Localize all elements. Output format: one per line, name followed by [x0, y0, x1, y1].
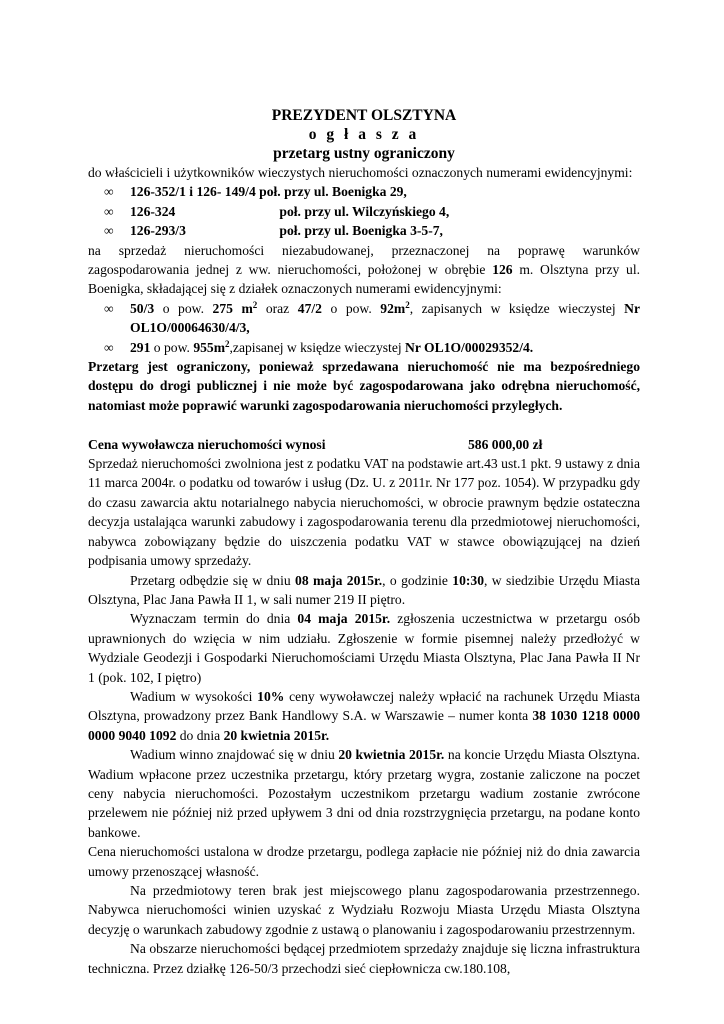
infinity-bullet-icon: ∞: [104, 300, 114, 316]
parcel-a-item: [88, 221, 640, 240]
parcel-area: 955m: [193, 339, 226, 355]
auction-type-title: przetarg ustny ograniczony: [273, 145, 455, 162]
intro-paragraph: do właścicieli i użytkowników wieczystych nieruchomości oznaczonych numerami ewidencyjnymi:: [88, 165, 633, 180]
infrastructure-paragraph: Na obszarze nieruchomości będącej przedmiotem sprzedaży znajduje się liczna infrastruktura techniczna. Przez działkę 126-50/3 przechodzi sieć ciepłownicza cw.180.108,: [88, 941, 640, 976]
deposit-deadline: 20 kwietnia 2015r.: [223, 727, 330, 743]
spacer: [88, 415, 640, 434]
deposit-paragraph: Wadium w wysokości 10% ceny wywoławczej należy wpłacić na rachunek Urzędu Miasta Olsztyna, prowadzony przez Bank Handlowy S.A. w Warszawie – numer konta 38 1030 1218 0000 0000 9040 1092 do dnia 20 kwietnia 2015r.: [88, 688, 640, 743]
document-body: [88, 106, 640, 978]
deposit-percent: 10%: [257, 688, 285, 704]
parcel-number: 126-293/3: [130, 223, 186, 239]
infinity-bullet-icon: ∞: [104, 184, 114, 200]
registration-date: 04 maja 2015r.: [297, 611, 391, 627]
parcel-number: 50/3: [130, 300, 155, 316]
auction-date: 08 maja 2015r.: [295, 572, 383, 588]
starting-price-value: 586 000,00 zł: [468, 436, 543, 452]
parcel-area: 92m: [380, 300, 406, 316]
parcel-b-item: ∞ 50/3 o pow. 275 $m^2$ oraz 47/2 o pow. $92m^2$, zapisanych w księdze wieczystej Nr OL1O/00064630/4/3,: [104, 299, 640, 336]
obreb-number: 126: [492, 262, 513, 278]
parcel-location: poł. przy ul. Boenigka 29,: [259, 184, 407, 200]
parcel-number: 47/2: [297, 300, 322, 316]
parcel-a-item: [88, 202, 640, 221]
parcel-area: 275 m: [212, 300, 253, 316]
parcel-a-item: [88, 182, 640, 201]
parcel-b-item: ∞ 291 o pow. $955m^2,zapisanej$ w księdze wieczystej Nr OL1O/00029352/4.: [88, 338, 640, 357]
parcel-number: 126-324: [130, 203, 176, 219]
vat-paragraph: Sprzedaż nieruchomości zwolniona jest z podatku VAT na podstawie art.43 ust.1 pkt. 9 ustawy z dnia 11 marca 2004r. o podatku od towarów i usług (Dz. U. z 2011r. Nr 177 poz. 1054). W przypadku gdy do czasu zawarcia aktu notarialnego nabycia nieruchomości, w obrocie prawnym będzie ostateczna decyzja ustalająca warunki zabudowy i zagospodarowania terenu dla przedmiotowej nieruchomości, nabywca zobowiązany będzie do uiszczenia podatku VAT w stawce obowiązującej na dzień podpisania umowy sprzedaży.: [88, 456, 640, 569]
infinity-bullet-icon: ∞: [104, 339, 114, 355]
zoning-plan-paragraph: Na przedmiotowy teren brak jest miejscowego planu zagospodarowania przestrzennego. Nabywca nieruchomości winien uzyskać z Wydziału Rozwoju Miasta Urzędu Miasta Olsztyna decyzję o warunkach zabudowy zgodnie z ustawą o planowaniu i zagospodarowaniu przestrzennym.: [88, 883, 640, 937]
payment-paragraph: Cena nieruchomości ustalona w drodze przetargu, podlega zapłacie nie później niż do dnia zawarcia umowy przenoszącej własność.: [88, 844, 640, 879]
announces-line: o g ł a s z a: [308, 126, 420, 143]
restriction-paragraph: Przetarg jest ograniczony, ponieważ sprzedawana nieruchomość nie ma bezpośredniego dostępu do drogi publicznej i nie może być zagospodarowana jako odrębna nieruchomość, natomiast może poprawić warunki zagospodarowania nieruchomości przyległych.: [88, 359, 640, 413]
issuer-title: PREZYDENT OLSZTYNA: [271, 107, 457, 124]
infinity-bullet-icon: ∞: [104, 223, 114, 239]
land-register-number: Nr OL1O/00029352/4.: [405, 339, 534, 355]
auction-time: 10:30: [452, 572, 484, 588]
parcel-number: 291: [130, 339, 151, 355]
starting-price-row: [88, 435, 640, 454]
infinity-bullet-icon: ∞: [104, 203, 114, 219]
auction-date-paragraph: Przetarg odbędzie się w dniu 08 maja 2015r., o godzinie 10:30, w siedzibie Urzędu Miasta Olsztyna, Plac Jana Pawła II 1, w sali numer 219 II piętro.: [88, 572, 640, 607]
registration-paragraph: Wyznaczam termin do dnia 04 maja 2015r. zgłoszenia uczestnictwa w przetargu osób uprawnionych do wzięcia w nim udziału. Zgłoszenie w formie pisemnej należy przedłożyć w Wydziale Geodezji i Gospodarki Nieruchomościami Urzędu Miasta Olsztyna, Plac Jana Pawła II Nr 1 (pok. 102, I piętro): [88, 611, 640, 685]
deposit-deadline: 20 kwietnia 2015r.: [338, 747, 445, 763]
parcel-number: 126-352/1 i 126- 149/4: [130, 184, 256, 200]
bank-account-number: 38 1030 1218 0000 0000 9040 1092: [88, 708, 640, 743]
sale-description: na sprzedaż nieruchomości niezabudowanej, przeznaczonej na poprawę warunków zagospodarowania jednej z ww. nieruchomości, położonej w obrębie 126 m. Olsztyna przy ul. Boenigka, składającej się z działek oznaczonych numerami ewidencyjnymi:: [88, 242, 641, 297]
parcel-location: poł. przy ul. Wilczyńskiego 4,: [279, 203, 450, 219]
deposit-rules-paragraph: Wadium winno znajdować się w dniu 20 kwietnia 2015r. na koncie Urzędu Miasta Olsztyna. Wadium wpłacone przez uczestnika przetargu, który przetarg wygra, zostanie zaliczone na poczet ceny nabycia nieruchomości. Pozostałym uczestnikom przetargu wadium zostanie zwrócone przelewem nie później niż przed upływem 3 dni od dnia rozstrzygnięcia przetargu, na podane konto bankowe.: [88, 747, 640, 840]
land-register-number: Nr OL1O/00064630/4/3,: [130, 300, 640, 336]
starting-price-label: Cena wywoławcza nieruchomości wynosi: [88, 436, 326, 452]
parcel-location: poł. przy ul. Boenigka 3-5-7,: [279, 223, 443, 239]
